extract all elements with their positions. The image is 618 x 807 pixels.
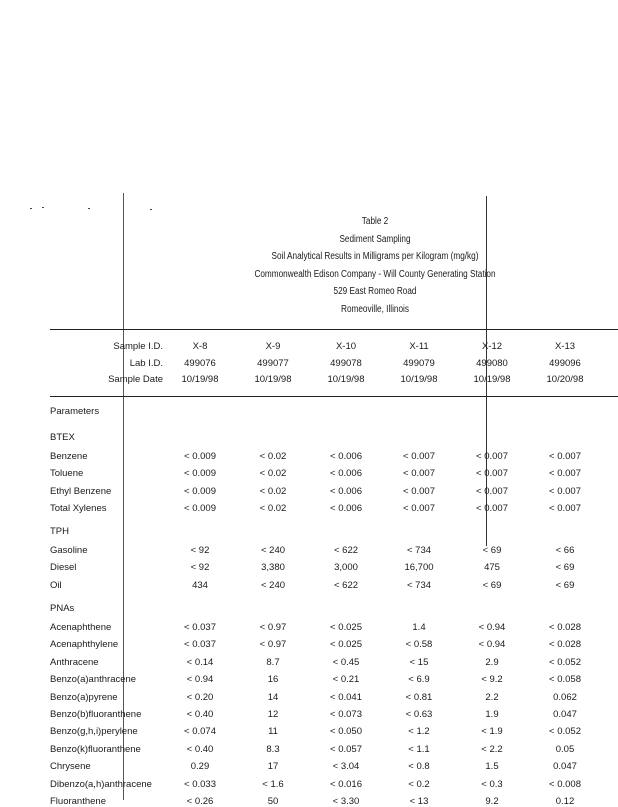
sample-date: 10/19/98 [181, 374, 219, 385]
result-cell: 2.9 [485, 656, 499, 668]
result-cell: < 0.94 [478, 622, 506, 633]
result-cell: 2.2 [485, 691, 499, 703]
result-cell: < 0.058 [549, 674, 581, 686]
result-cell: 0.29 [190, 761, 210, 773]
result-cell: < 0.016 [330, 778, 362, 790]
parameter-name: Ethyl Benzene [50, 485, 112, 497]
result-cell: < 0.025 [330, 639, 362, 651]
result-cell: < 0.63 [405, 709, 433, 720]
result-cell: < 622 [333, 579, 359, 591]
result-cell: < 1.1 [408, 743, 430, 755]
result-cell: < 0.26 [186, 796, 214, 807]
result-cell: < 0.40 [186, 709, 214, 720]
result-cell: < 3.04 [332, 761, 360, 773]
result-cell: 0.047 [553, 761, 577, 773]
result-cell: < 0.97 [259, 622, 287, 633]
result-cell: < 734 [406, 545, 432, 556]
sample-date: 10/19/98 [473, 374, 511, 385]
site-city: Romeoville, Illinois [341, 303, 409, 315]
result-cell: < 0.14 [186, 656, 214, 668]
table-subject: Sediment Sampling [339, 233, 411, 245]
result-cell: < 1.9 [481, 726, 503, 738]
result-cell: < 0.009 [184, 451, 216, 462]
result-cell: < 69 [482, 579, 502, 591]
sample-lab-id: 499080 [476, 358, 508, 369]
sample-date: 10/19/98 [254, 374, 292, 385]
result-cell: 50 [267, 796, 279, 807]
result-cell: < 66 [555, 545, 575, 556]
result-cell: < 0.006 [330, 503, 362, 515]
result-cell: 434 [192, 579, 208, 591]
section-title: TPH [50, 526, 69, 537]
result-cell: < 0.025 [330, 622, 362, 633]
result-cell: < 0.052 [549, 726, 581, 738]
section-title: BTEX [50, 432, 75, 443]
result-cell: < 0.007 [549, 468, 581, 480]
result-cell: < 0.81 [405, 691, 433, 703]
result-cell: < 0.007 [476, 451, 508, 462]
result-cell: < 0.057 [330, 743, 362, 755]
result-cell: < 622 [333, 545, 359, 556]
table-description: Soil Analytical Results in Milligrams per Kilogram (mg/kg) [271, 251, 479, 262]
result-cell: < 0.21 [332, 674, 360, 686]
result-cell: < 0.8 [408, 761, 430, 773]
result-cell: 0.05 [555, 743, 575, 755]
result-cell: < 0.58 [405, 639, 433, 651]
parameter-name: Chrysene [50, 761, 91, 773]
sample-lab-id: 499076 [184, 358, 216, 369]
result-cell: < 0.007 [476, 503, 508, 515]
result-cell: < 0.037 [184, 622, 216, 633]
result-cell: 475 [484, 562, 500, 574]
result-cell: < 0.074 [184, 726, 216, 738]
result-cell: < 0.041 [330, 691, 362, 703]
result-cell: < 69 [482, 545, 502, 556]
result-cell: < 0.007 [403, 468, 435, 480]
site-address: 529 East Romeo Road [333, 286, 417, 297]
result-cell: 3,000 [334, 562, 358, 574]
result-cell: 8.7 [266, 656, 280, 668]
result-cell: 0.12 [555, 796, 575, 807]
parameters-label: Parameters [50, 406, 100, 417]
parameter-name: Benzo(a)pyrene [50, 691, 118, 703]
result-cell: 1.4 [412, 622, 426, 633]
result-cell: < 0.028 [549, 622, 581, 633]
result-cell: < 0.007 [549, 485, 581, 497]
scan-speck [42, 207, 44, 208]
result-cell: < 13 [409, 796, 429, 807]
result-cell: < 0.02 [259, 485, 287, 497]
sample-id: X-11 [409, 341, 429, 352]
parameter-name: Toluene [50, 468, 84, 480]
result-cell: < 0.94 [478, 639, 506, 651]
result-cell: < 92 [190, 562, 210, 574]
result-cell: 12 [267, 709, 279, 720]
result-cell: 1.5 [485, 761, 499, 773]
sample-date: 10/20/98 [546, 374, 584, 385]
result-cell: 9.2 [485, 796, 499, 807]
result-cell: 3,380 [261, 562, 285, 574]
sample-date: 10/19/98 [327, 374, 365, 385]
parameter-name: Acenaphthylene [50, 639, 119, 651]
result-cell: < 0.006 [330, 451, 362, 462]
result-cell: < 0.052 [549, 656, 581, 668]
result-cell: < 0.007 [403, 451, 435, 462]
sample-header-label: Lab I.D. [129, 358, 163, 369]
result-cell: < 0.007 [476, 485, 508, 497]
parameter-name: Benzo(k)fluoranthene [50, 743, 141, 755]
result-cell: 16 [267, 674, 279, 686]
sample-header-label: Sample I.D. [113, 341, 163, 352]
result-cell: < 0.007 [403, 485, 435, 497]
parameter-name: Benzo(g,h,i)perylene [50, 726, 138, 738]
scan-speck [30, 208, 32, 209]
sample-lab-id: 499079 [403, 358, 435, 369]
result-cell: < 0.033 [184, 778, 216, 790]
parameter-name: Anthracene [50, 656, 99, 668]
result-cell: 1.9 [485, 709, 499, 720]
result-cell: 16,700 [404, 562, 434, 574]
result-cell: < 0.007 [476, 468, 508, 480]
result-cell: < 0.3 [481, 778, 503, 790]
sample-id: X-9 [265, 341, 281, 352]
result-cell: < 15 [409, 656, 429, 668]
result-cell: < 0.97 [259, 639, 287, 651]
result-cell: < 0.008 [549, 778, 581, 790]
result-cell: < 0.009 [184, 485, 216, 497]
header-rule-top [50, 329, 618, 330]
table-number: Table 2 [361, 216, 389, 227]
result-cell: < 6.9 [408, 674, 430, 686]
result-cell: < 0.007 [549, 503, 581, 515]
sample-date: 10/19/98 [400, 374, 438, 385]
parameter-name: Acenaphthene [50, 622, 112, 633]
result-cell: < 69 [555, 579, 575, 591]
parameter-name: Benzene [50, 451, 88, 462]
parameter-name: Total Xylenes [50, 503, 107, 515]
sample-header-label: Sample Date [108, 374, 163, 385]
parameter-name: Dibenzo(a,h)anthracene [50, 778, 152, 790]
section-title: PNAs [50, 603, 75, 614]
result-cell: < 0.02 [259, 468, 287, 480]
result-cell: < 0.45 [332, 656, 360, 668]
result-cell: < 1.6 [262, 778, 284, 790]
result-cell: < 0.94 [186, 674, 214, 686]
sample-id: X-8 [192, 341, 208, 352]
sample-id: X-12 [481, 341, 503, 352]
result-cell: < 0.007 [549, 451, 581, 462]
company-site: Commonwealth Edison Company - Will County Generating Station [254, 268, 496, 280]
parameter-name: Gasoline [50, 545, 88, 556]
table-title-block [140, 213, 610, 318]
result-cell: < 3.30 [332, 796, 360, 807]
sample-id: X-10 [335, 341, 357, 352]
scan-speck [150, 209, 152, 210]
header-rule-bottom [50, 396, 618, 397]
result-cell: 0.047 [553, 709, 577, 720]
result-cell: < 0.40 [186, 743, 214, 755]
result-cell: < 2.2 [481, 743, 503, 755]
result-cell: < 734 [406, 579, 432, 591]
result-cell: < 0.007 [403, 503, 435, 515]
sample-lab-id: 499096 [549, 358, 581, 369]
result-cell: < 0.006 [330, 485, 362, 497]
result-cell: < 240 [260, 545, 286, 556]
result-cell: 14 [267, 691, 279, 703]
result-cell: 8.3 [266, 743, 280, 755]
result-cell: < 1.2 [408, 726, 430, 738]
parameter-name: Benzo(a)anthracene [50, 674, 137, 686]
result-cell: < 0.009 [184, 503, 216, 515]
parameter-name: Fluoranthene [50, 796, 106, 807]
result-cell: < 0.20 [186, 691, 214, 703]
result-cell: 17 [267, 761, 279, 773]
parameter-name: Diesel [50, 562, 77, 574]
result-cell: 11 [268, 726, 278, 738]
result-cell: < 0.02 [259, 451, 287, 462]
parameter-name: Oil [50, 579, 62, 591]
result-cell: < 0.073 [330, 709, 362, 720]
result-cell: 0.062 [553, 691, 577, 703]
parameter-name: Benzo(b)fluoranthene [50, 709, 142, 720]
sample-lab-id: 499078 [330, 358, 362, 369]
result-cell: < 0.028 [549, 639, 581, 651]
result-cell: < 92 [190, 545, 210, 556]
result-cell: < 69 [555, 562, 575, 574]
sample-id: X-13 [554, 341, 576, 352]
result-cell: < 0.2 [408, 778, 430, 790]
sample-lab-id: 499077 [257, 358, 289, 369]
result-cell: < 9.2 [481, 674, 503, 686]
result-cell: < 0.050 [330, 726, 362, 738]
result-cell: < 0.037 [184, 639, 216, 651]
result-cell: < 0.02 [259, 503, 287, 515]
result-cell: < 0.009 [184, 468, 216, 480]
result-cell: < 240 [260, 579, 286, 591]
scan-speck [88, 208, 90, 209]
result-cell: < 0.006 [330, 468, 362, 480]
